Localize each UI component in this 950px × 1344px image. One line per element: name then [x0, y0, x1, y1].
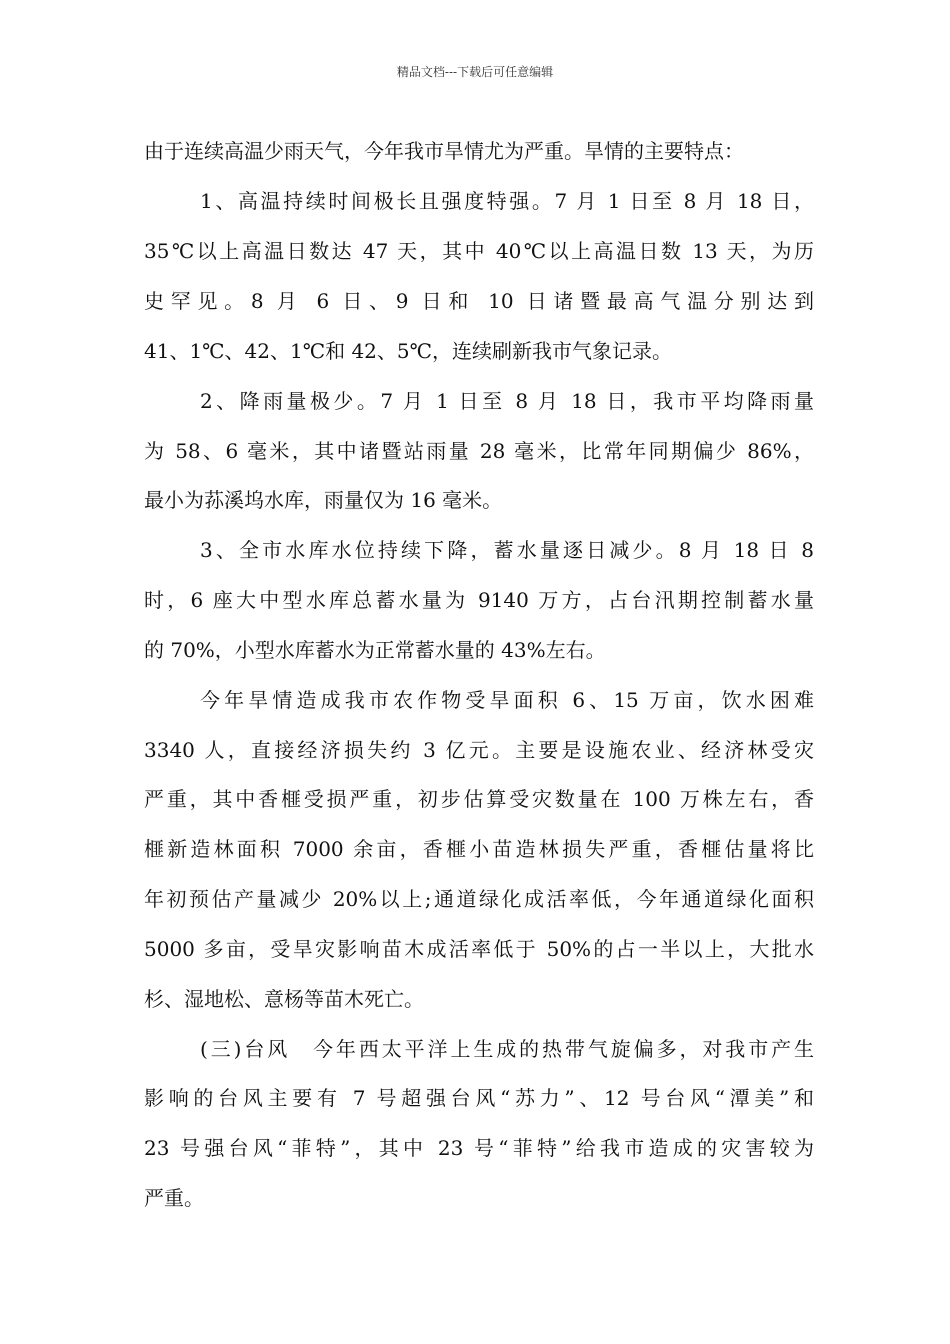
text-line: 最小为荪溪坞水库，雨量仅为 16 毫米。 [144, 488, 503, 512]
text-line: 41、1℃、42、1℃和 42、5℃，连续刷新我市气象记录。 [144, 339, 672, 363]
text-line: (三)台风 今年西太平洋上生成的热带气旋偏多，对我市产生 [200, 1037, 814, 1061]
text-line: 由于连续高温少雨天气，今年我市旱情尤为严重。旱情的主要特点： [144, 139, 744, 163]
text-line: 影响的台风主要有 7 号超强台风“苏力”、12 号台风“潭美”和 [144, 1086, 814, 1110]
text-line: 2、降雨量极少。7 月 1 日至 8 月 18 日，我市平均降雨量 [200, 389, 814, 413]
text-line: 为 58、6 毫米，其中诸暨站雨量 28 毫米，比常年同期偏少 86%， [144, 439, 814, 463]
text-line: 5000 多亩，受旱灾影响苗木成活率低于 50%的占一半以上，大批水 [144, 937, 814, 961]
text-line: 杉、湿地松、意杨等苗木死亡。 [144, 987, 424, 1011]
text-line: 时，6 座大中型水库总蓄水量为 9140 万方，占台汛期控制蓄水量 [144, 588, 814, 612]
text-line: 23 号强台风“菲特”，其中 23 号“菲特”给我市造成的灾害较为 [144, 1136, 814, 1160]
page-header: 精品文档---下载后可任意编辑 [396, 65, 554, 79]
text-line: 今年旱情造成我市农作物受旱面积 6、15 万亩，饮水困难 [200, 688, 814, 712]
text-line: 榧新造林面积 7000 余亩，香榧小苗造林损失严重，香榧估量将比 [144, 837, 814, 861]
text-line: 1、高温持续时间极长且强度特强。7 月 1 日至 8 月 18 日， [200, 189, 814, 213]
text-line: 严重，其中香榧受损严重，初步估算受灾数量在 100 万株左右，香 [144, 787, 814, 811]
text-line: 35℃以上高温日数达 47 天，其中 40℃以上高温日数 13 天，为历 [144, 239, 814, 263]
text-line: 严重。 [144, 1186, 204, 1210]
text-line: 史罕见。8 月 6 日、9 日和 10 日诸暨最高气温分别达到 [144, 289, 814, 313]
text-line: 3、全市水库水位持续下降，蓄水量逐日减少。8 月 18 日 8 [200, 538, 814, 562]
text-line: 的 70%，小型水库蓄水为正常蓄水量的 43%左右。 [144, 638, 606, 662]
text-line: 年初预估产量减少 20%以上;通道绿化成活率低，今年通道绿化面积 [144, 887, 814, 911]
text-line: 3340 人，直接经济损失约 3 亿元。主要是设施农业、经济林受灾 [144, 738, 814, 762]
